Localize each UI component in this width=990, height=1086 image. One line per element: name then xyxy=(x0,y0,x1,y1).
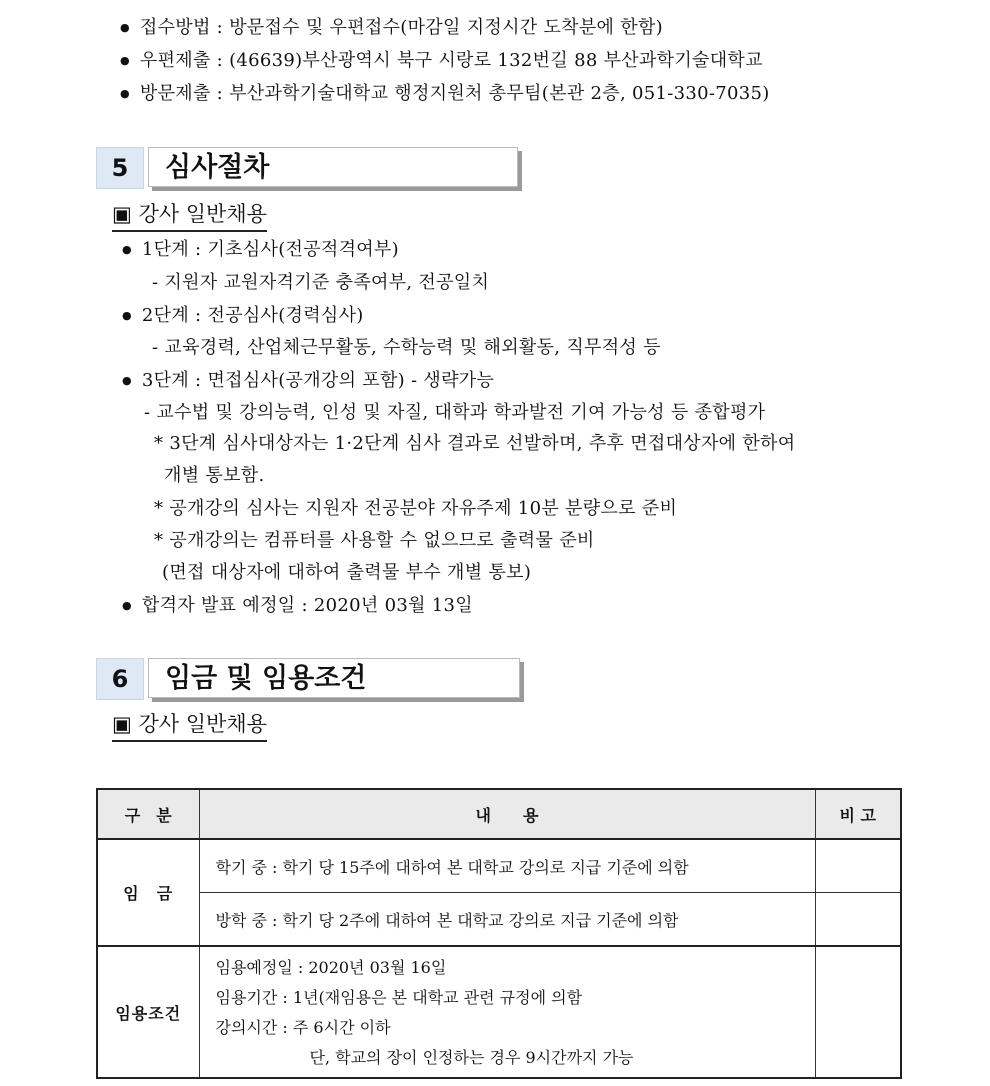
table-header-row xyxy=(97,789,901,839)
text: 우편제출 : (46639)부산광역시 북구 시랑로 132번길 88 부산과학기술대학교 xyxy=(139,50,763,71)
table-row xyxy=(97,839,901,893)
wage-semester: 학기 중 : 학기 당 15주에 대하여 본 대학교 강의로 지급 기준에 의함 xyxy=(199,839,815,893)
appointment-date: 임용예정일 : 2020년 03월 16일 xyxy=(215,958,447,977)
text: 방문제출 : 부산과학기술대학교 행정지원처 총무팀(본관 2층, 051-330-7035) xyxy=(139,83,770,104)
header-category: 구 분 xyxy=(97,789,199,839)
condition-details xyxy=(199,946,815,1078)
wage-vacation: 방학 중 : 학기 당 2주에 대하여 본 대학교 강의로 지급 기준에 의함 xyxy=(199,893,815,947)
step3-note-3: * 공개강의는 컴퓨터를 사용할 수 없으므로 출력물 준비 xyxy=(154,530,595,551)
text: 2단계 : 전공심사(경력심사) xyxy=(141,305,364,326)
step2-line xyxy=(122,304,364,330)
step1-detail: - 지원자 교원자격기준 충족여부, 전공일치 xyxy=(152,272,490,293)
appointment-period: 임용기간 : 1년(재임용은 본 대학교 관련 규정에 의함 xyxy=(215,988,583,1007)
step3-note-1: * 3단계 심사대상자는 1·2단계 심사 결과로 선발하며, 추후 면접대상자에 한하여 xyxy=(154,433,796,454)
bullet-postal-submission xyxy=(120,49,763,75)
section-6-number: 6 xyxy=(96,658,144,700)
text: 1단계 : 기초심사(전공적격여부) xyxy=(141,239,399,260)
step3-detail: - 교수법 및 강의능력, 인성 및 자질, 대학과 학과발전 기여 가능성 등 종합평가 xyxy=(144,402,766,423)
remarks-cell xyxy=(815,839,901,893)
lecture-hours: 강의시간 : 주 6시간 이하 xyxy=(215,1018,391,1037)
bullet-submission-method xyxy=(120,16,663,42)
conditions-table xyxy=(96,788,902,1079)
step3-note-1-cont: 개별 통보함. xyxy=(164,465,265,486)
announcement-line xyxy=(122,594,473,620)
section-6-title: 임금 및 임용조건 xyxy=(148,658,520,698)
section-5-title: 심사절차 xyxy=(148,147,518,187)
step3-note-2: * 공개강의 심사는 지원자 전공분야 자유주제 10분 분량으로 준비 xyxy=(154,498,678,519)
step3-line xyxy=(122,369,494,395)
table-row xyxy=(97,946,901,1078)
text: 3단계 : 면접심사(공개강의 포함) - 생략가능 xyxy=(141,370,495,391)
text: 합격자 발표 예정일 : 2020년 03월 13일 xyxy=(141,595,473,616)
remarks-cell xyxy=(815,893,901,947)
wage-label: 임 금 xyxy=(97,839,199,946)
lecture-hours-exception: 단, 학교의 장이 인정하는 경우 9시간까지 가능 xyxy=(309,1048,634,1067)
section-5-number: 5 xyxy=(96,147,144,189)
step2-detail: - 교육경력, 산업체근무활동, 수학능력 및 해외활동, 직무적성 등 xyxy=(152,337,661,358)
section-6-subheading: ▣ 강사 일반채용 xyxy=(112,710,267,742)
header-remarks: 비 고 xyxy=(815,789,901,839)
section-5-subheading: ▣ 강사 일반채용 xyxy=(112,200,267,232)
remarks-cell xyxy=(815,946,901,1078)
table-row xyxy=(97,893,901,947)
condition-label: 임용조건 xyxy=(97,946,199,1078)
header-content: 내 용 xyxy=(199,789,815,839)
bullet-visit-submission xyxy=(120,82,770,108)
step3-note-3-cont: (면접 대상자에 대하여 출력물 부수 개별 통보) xyxy=(162,562,532,583)
step1-line xyxy=(122,238,399,264)
text: 접수방법 : 방문접수 및 우편접수(마감일 지정시간 도착분에 한함) xyxy=(139,17,663,38)
